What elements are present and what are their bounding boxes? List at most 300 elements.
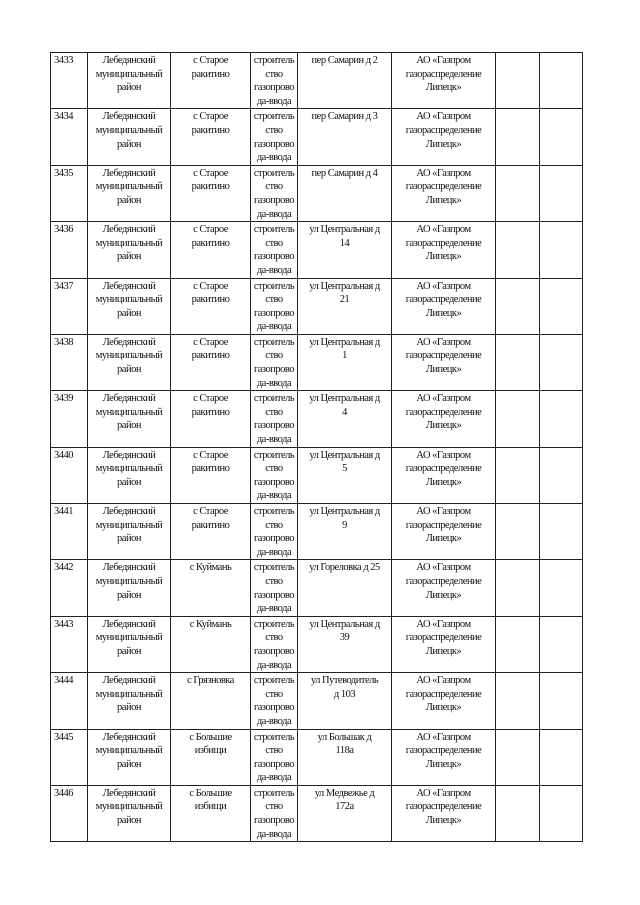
- work-type-cell-line: да-ввода: [256, 772, 292, 784]
- work-type-cell-line: да-ввода: [256, 434, 292, 446]
- organization-cell: [392, 785, 496, 841]
- district-cell-line: муниципальный: [95, 575, 163, 587]
- table-row: [51, 729, 583, 785]
- organization-cell: [392, 729, 496, 785]
- empty-cell: [540, 391, 583, 447]
- work-type-cell-line: строитель: [253, 224, 295, 236]
- locality-cell-line: ракитино: [191, 350, 230, 362]
- work-type-cell: [251, 447, 298, 503]
- empty-cell: [496, 391, 540, 447]
- organization-cell: [392, 278, 496, 334]
- empty-cell: [540, 616, 583, 672]
- work-type-cell-line: строитель: [253, 675, 295, 687]
- locality-cell-line: с Старое: [193, 111, 228, 123]
- row-number-cell: 3444: [51, 673, 88, 729]
- organization-cell-line: газораспределение: [405, 294, 482, 306]
- organization-cell-line: газораспределение: [405, 632, 482, 644]
- locality-cell-line: избищи: [194, 745, 227, 757]
- district-cell-line: муниципальный: [95, 406, 163, 418]
- address-cell-line: 14: [339, 237, 350, 249]
- organization-cell-line: АО «Газпром: [416, 731, 471, 743]
- row-number-cell: 3443: [51, 616, 88, 672]
- district-cell-line: муниципальный: [95, 294, 163, 306]
- organization-cell-line: Липецк»: [425, 476, 462, 488]
- district-cell-line: район: [117, 645, 141, 657]
- address-cell: [298, 447, 392, 503]
- row-number-cell: 3436: [51, 222, 88, 278]
- table-row: [51, 560, 583, 616]
- district-cell: [88, 616, 171, 672]
- locality-cell: [171, 560, 251, 616]
- organization-cell: [392, 504, 496, 560]
- address-cell-line: 172а: [335, 801, 354, 813]
- work-type-cell-line: строитель: [253, 336, 295, 348]
- organization-cell-line: АО «Газпром: [416, 224, 471, 236]
- address-cell: [298, 53, 392, 109]
- work-type-cell: [251, 391, 298, 447]
- work-type-cell-line: строитель: [253, 731, 295, 743]
- locality-cell-line: с Старое: [193, 336, 228, 348]
- locality-cell-line: ракитино: [191, 124, 230, 136]
- empty-cell: [540, 504, 583, 560]
- work-type-cell-line: да-ввода: [256, 152, 292, 164]
- row-number-cell: 3435: [51, 165, 88, 221]
- address-cell-line: д 103: [333, 688, 356, 700]
- work-type-cell-line: да-ввода: [256, 95, 292, 107]
- organization-cell-line: Липецк»: [425, 82, 462, 94]
- locality-cell-line: с Грязновка: [187, 675, 234, 687]
- address-cell-line: ул Центральная д: [309, 280, 380, 292]
- address-cell: [298, 729, 392, 785]
- work-type-cell-line: газопрово: [253, 364, 295, 376]
- district-cell-line: муниципальный: [95, 350, 163, 362]
- work-type-cell-line: да-ввода: [256, 377, 292, 389]
- district-cell-line: Лебедянский: [102, 336, 156, 348]
- work-type-cell-line: газопрово: [253, 82, 295, 94]
- locality-cell: [171, 109, 251, 165]
- empty-cell: [496, 616, 540, 672]
- address-cell-line: 5: [342, 463, 347, 475]
- empty-cell: [496, 334, 540, 390]
- empty-cell: [496, 447, 540, 503]
- address-cell: [298, 109, 392, 165]
- address-cell-line: ул Медвежье д: [314, 787, 375, 799]
- address-cell: [298, 616, 392, 672]
- empty-cell: [496, 165, 540, 221]
- work-type-cell-line: газопрово: [253, 589, 295, 601]
- empty-cell: [540, 165, 583, 221]
- work-type-cell-line: ство: [265, 801, 283, 813]
- row-number-cell: 3445: [51, 729, 88, 785]
- locality-cell-line: с Старое: [193, 449, 228, 461]
- district-cell: [88, 222, 171, 278]
- district-cell-line: Лебедянский: [102, 111, 156, 123]
- district-cell: [88, 729, 171, 785]
- district-cell-line: Лебедянский: [102, 449, 156, 461]
- table-row: [51, 785, 583, 841]
- district-cell-line: район: [117, 138, 141, 150]
- organization-cell: [392, 560, 496, 616]
- work-type-cell: [251, 673, 298, 729]
- empty-cell: [496, 109, 540, 165]
- locality-cell-line: с Старое: [193, 55, 228, 66]
- organization-cell-line: Липецк»: [425, 645, 462, 657]
- address-cell-line: ул Центральная д: [309, 618, 380, 630]
- work-type-cell-line: газопрово: [253, 251, 295, 263]
- district-cell-line: муниципальный: [95, 463, 163, 475]
- district-cell: [88, 334, 171, 390]
- district-cell-line: район: [117, 251, 141, 263]
- organization-cell-line: газораспределение: [405, 801, 482, 813]
- locality-cell: [171, 673, 251, 729]
- address-cell-line: 4: [342, 406, 347, 418]
- district-cell: [88, 785, 171, 841]
- district-cell-line: муниципальный: [95, 519, 163, 531]
- district-cell: [88, 165, 171, 221]
- work-type-cell-line: ство: [265, 519, 283, 531]
- address-cell-line: 118а: [335, 745, 354, 757]
- district-cell-line: муниципальный: [95, 801, 163, 813]
- address-cell-line: пер Самарин д 3: [311, 111, 378, 123]
- organization-cell: [392, 222, 496, 278]
- address-cell-line: пер Самарин д 4: [311, 167, 378, 179]
- organization-cell: [392, 447, 496, 503]
- empty-cell: [496, 785, 540, 841]
- district-cell: [88, 109, 171, 165]
- table-row: [51, 391, 583, 447]
- work-type-cell-line: ство: [265, 575, 283, 587]
- address-cell-line: ул Большак д: [317, 731, 372, 743]
- work-type-cell: [251, 616, 298, 672]
- work-type-cell-line: строитель: [253, 111, 295, 123]
- locality-cell: [171, 165, 251, 221]
- locality-cell: [171, 334, 251, 390]
- locality-cell-line: с Куймань: [189, 562, 232, 574]
- table-row: [51, 165, 583, 221]
- table-row: [51, 222, 583, 278]
- organization-cell-line: АО «Газпром: [416, 280, 471, 292]
- address-cell-line: ул Центральная д: [309, 224, 380, 236]
- work-type-cell: [251, 165, 298, 221]
- empty-cell: [496, 729, 540, 785]
- address-cell-line: 9: [342, 519, 347, 531]
- locality-cell-line: ракитино: [191, 294, 230, 306]
- work-type-cell: [251, 278, 298, 334]
- work-type-cell-line: строитель: [253, 393, 295, 405]
- district-cell-line: Лебедянский: [102, 506, 156, 517]
- locality-cell-line: с Старое: [193, 224, 228, 236]
- row-number-cell: 3442: [51, 560, 88, 616]
- address-cell-line: ул Центральная д: [309, 506, 380, 517]
- address-cell-line: ул Центральная д: [309, 336, 380, 348]
- work-type-cell-line: да-ввода: [256, 828, 292, 840]
- work-type-cell-line: ство: [265, 406, 283, 418]
- work-type-cell: [251, 785, 298, 841]
- organization-cell: [392, 165, 496, 221]
- district-cell-line: Лебедянский: [102, 675, 156, 687]
- district-cell: [88, 673, 171, 729]
- work-type-cell-line: да-ввода: [256, 321, 292, 333]
- locality-cell-line: с Старое: [193, 280, 228, 292]
- address-cell: [298, 504, 392, 560]
- organization-cell-line: Липецк»: [425, 251, 462, 263]
- work-type-cell-line: да-ввода: [256, 715, 292, 727]
- work-type-cell-line: газопрово: [253, 533, 295, 545]
- work-type-cell: [251, 560, 298, 616]
- organization-cell-line: газораспределение: [405, 575, 482, 587]
- table-row: [51, 673, 583, 729]
- organization-cell-line: газораспределение: [405, 68, 482, 80]
- district-cell-line: район: [117, 815, 141, 827]
- address-cell: [298, 785, 392, 841]
- district-cell-line: муниципальный: [95, 745, 163, 757]
- work-type-cell-line: строитель: [253, 506, 295, 517]
- table-row: [51, 109, 583, 165]
- district-cell-line: район: [117, 194, 141, 206]
- address-cell: [298, 334, 392, 390]
- locality-cell-line: с Большие: [189, 787, 232, 799]
- district-cell-line: муниципальный: [95, 124, 163, 136]
- locality-cell-line: ракитино: [191, 519, 230, 531]
- row-number-cell: 3434: [51, 109, 88, 165]
- table-row: [51, 53, 583, 109]
- table-body: [51, 53, 583, 842]
- organization-cell-line: Липецк»: [425, 420, 462, 432]
- work-type-cell: [251, 334, 298, 390]
- work-type-cell: [251, 222, 298, 278]
- document-page: [50, 52, 582, 842]
- district-cell-line: Лебедянский: [102, 731, 156, 743]
- row-number-cell: 3438: [51, 334, 88, 390]
- work-type-cell: [251, 53, 298, 109]
- locality-cell-line: ракитино: [191, 181, 230, 193]
- organization-cell-line: АО «Газпром: [416, 618, 471, 630]
- address-cell-line: 21: [339, 294, 350, 306]
- empty-cell: [540, 785, 583, 841]
- organization-cell-line: Липецк»: [425, 138, 462, 150]
- organization-cell: [392, 391, 496, 447]
- locality-cell: [171, 785, 251, 841]
- district-cell-line: район: [117, 758, 141, 770]
- district-cell-line: район: [117, 82, 141, 94]
- work-type-cell-line: ство: [265, 463, 283, 475]
- district-cell-line: муниципальный: [95, 68, 163, 80]
- organization-cell-line: АО «Газпром: [416, 562, 471, 574]
- district-cell-line: муниципальный: [95, 181, 163, 193]
- organization-cell-line: АО «Газпром: [416, 55, 471, 66]
- district-cell-line: район: [117, 476, 141, 488]
- row-number-cell: 3441: [51, 504, 88, 560]
- work-type-cell-line: ство: [265, 350, 283, 362]
- work-type-cell-line: строитель: [253, 449, 295, 461]
- work-type-cell-line: газопрово: [253, 138, 295, 150]
- table-row: [51, 447, 583, 503]
- organization-cell-line: газораспределение: [405, 519, 482, 531]
- organization-cell-line: Липецк»: [425, 589, 462, 601]
- row-number-cell: 3446: [51, 785, 88, 841]
- work-type-cell-line: да-ввода: [256, 603, 292, 615]
- district-cell-line: район: [117, 307, 141, 319]
- work-type-cell-line: строитель: [253, 618, 295, 630]
- locality-cell: [171, 53, 251, 109]
- address-cell: [298, 165, 392, 221]
- district-cell-line: Лебедянский: [102, 393, 156, 405]
- locality-cell: [171, 729, 251, 785]
- district-cell-line: Лебедянский: [102, 787, 156, 799]
- work-type-cell-line: ство: [265, 237, 283, 249]
- work-type-cell-line: газопрово: [253, 758, 295, 770]
- organization-cell-line: газораспределение: [405, 124, 482, 136]
- gas-connection-registry-table: [50, 52, 583, 842]
- locality-cell-line: с Старое: [193, 506, 228, 517]
- locality-cell-line: ракитино: [191, 463, 230, 475]
- locality-cell-line: ракитино: [191, 68, 230, 80]
- address-cell-line: пер Самарин д 2: [311, 55, 378, 66]
- work-type-cell-line: ство: [265, 294, 283, 306]
- organization-cell-line: АО «Газпром: [416, 675, 471, 687]
- work-type-cell-line: ство: [265, 745, 283, 757]
- table-row: [51, 278, 583, 334]
- organization-cell-line: Липецк»: [425, 702, 462, 714]
- empty-cell: [496, 560, 540, 616]
- empty-cell: [540, 53, 583, 109]
- work-type-cell-line: строитель: [253, 167, 295, 179]
- district-cell-line: район: [117, 420, 141, 432]
- locality-cell-line: с Старое: [193, 167, 228, 179]
- empty-cell: [540, 109, 583, 165]
- organization-cell-line: Липецк»: [425, 194, 462, 206]
- organization-cell-line: газораспределение: [405, 688, 482, 700]
- work-type-cell-line: ство: [265, 632, 283, 644]
- district-cell: [88, 53, 171, 109]
- district-cell-line: муниципальный: [95, 632, 163, 644]
- work-type-cell-line: да-ввода: [256, 264, 292, 276]
- locality-cell-line: с Куймань: [189, 618, 232, 630]
- work-type-cell-line: строитель: [253, 562, 295, 574]
- organization-cell: [392, 334, 496, 390]
- table-row: [51, 334, 583, 390]
- work-type-cell-line: газопрово: [253, 307, 295, 319]
- empty-cell: [540, 729, 583, 785]
- address-cell-line: ул Путеводитель: [310, 675, 379, 687]
- empty-cell: [496, 278, 540, 334]
- organization-cell: [392, 53, 496, 109]
- empty-cell: [540, 334, 583, 390]
- district-cell: [88, 447, 171, 503]
- district-cell-line: Лебедянский: [102, 562, 156, 574]
- empty-cell: [540, 278, 583, 334]
- empty-cell: [540, 673, 583, 729]
- organization-cell-line: Липецк»: [425, 815, 462, 827]
- locality-cell: [171, 278, 251, 334]
- empty-cell: [496, 504, 540, 560]
- locality-cell-line: избищи: [194, 801, 227, 813]
- district-cell: [88, 391, 171, 447]
- table-row: [51, 616, 583, 672]
- address-cell: [298, 278, 392, 334]
- locality-cell: [171, 447, 251, 503]
- district-cell: [88, 560, 171, 616]
- organization-cell-line: газораспределение: [405, 350, 482, 362]
- locality-cell: [171, 222, 251, 278]
- organization-cell-line: Липецк»: [425, 364, 462, 376]
- organization-cell-line: газораспределение: [405, 237, 482, 249]
- work-type-cell-line: газопрово: [253, 194, 295, 206]
- work-type-cell-line: газопрово: [253, 645, 295, 657]
- organization-cell: [392, 616, 496, 672]
- work-type-cell-line: газопрово: [253, 476, 295, 488]
- district-cell-line: Лебедянский: [102, 55, 156, 66]
- row-number-cell: 3440: [51, 447, 88, 503]
- organization-cell-line: АО «Газпром: [416, 111, 471, 123]
- organization-cell-line: газораспределение: [405, 406, 482, 418]
- district-cell-line: Лебедянский: [102, 280, 156, 292]
- organization-cell: [392, 673, 496, 729]
- work-type-cell-line: газопрово: [253, 420, 295, 432]
- district-cell-line: муниципальный: [95, 237, 163, 249]
- organization-cell-line: АО «Газпром: [416, 449, 471, 461]
- work-type-cell-line: строитель: [253, 787, 295, 799]
- work-type-cell-line: строитель: [253, 55, 295, 66]
- empty-cell: [540, 560, 583, 616]
- district-cell-line: Лебедянский: [102, 167, 156, 179]
- address-cell-line: 1: [342, 350, 347, 362]
- district-cell-line: муниципальный: [95, 688, 163, 700]
- work-type-cell-line: ство: [265, 124, 283, 136]
- address-cell-line: ул Центральная д: [309, 393, 380, 405]
- locality-cell-line: ракитино: [191, 237, 230, 249]
- district-cell-line: район: [117, 364, 141, 376]
- organization-cell-line: АО «Газпром: [416, 167, 471, 179]
- organization-cell-line: газораспределение: [405, 181, 482, 193]
- organization-cell-line: газораспределение: [405, 745, 482, 757]
- address-cell-line: ул Центральная д: [309, 449, 380, 461]
- empty-cell: [540, 222, 583, 278]
- locality-cell-line: ракитино: [191, 406, 230, 418]
- empty-cell: [496, 53, 540, 109]
- locality-cell: [171, 616, 251, 672]
- district-cell-line: район: [117, 589, 141, 601]
- organization-cell-line: Липецк»: [425, 533, 462, 545]
- address-cell: [298, 391, 392, 447]
- work-type-cell-line: да-ввода: [256, 490, 292, 502]
- district-cell-line: район: [117, 702, 141, 714]
- locality-cell: [171, 504, 251, 560]
- empty-cell: [496, 222, 540, 278]
- address-cell-line: 39: [339, 632, 350, 644]
- organization-cell-line: АО «Газпром: [416, 506, 471, 517]
- row-number-cell: 3439: [51, 391, 88, 447]
- organization-cell-line: Липецк»: [425, 307, 462, 319]
- work-type-cell-line: да-ввода: [256, 659, 292, 671]
- row-number-cell: 3437: [51, 278, 88, 334]
- work-type-cell-line: да-ввода: [256, 208, 292, 220]
- locality-cell-line: с Большие: [189, 731, 232, 743]
- address-cell-line: ул Гореловка д 25: [309, 562, 380, 574]
- work-type-cell-line: ство: [265, 688, 283, 700]
- organization-cell-line: АО «Газпром: [416, 336, 471, 348]
- locality-cell-line: с Старое: [193, 393, 228, 405]
- empty-cell: [540, 447, 583, 503]
- address-cell: [298, 560, 392, 616]
- district-cell-line: Лебедянский: [102, 618, 156, 630]
- table-row: [51, 504, 583, 560]
- work-type-cell-line: ство: [265, 68, 283, 80]
- work-type-cell: [251, 109, 298, 165]
- work-type-cell-line: да-ввода: [256, 546, 292, 558]
- district-cell: [88, 278, 171, 334]
- organization-cell-line: газораспределение: [405, 463, 482, 475]
